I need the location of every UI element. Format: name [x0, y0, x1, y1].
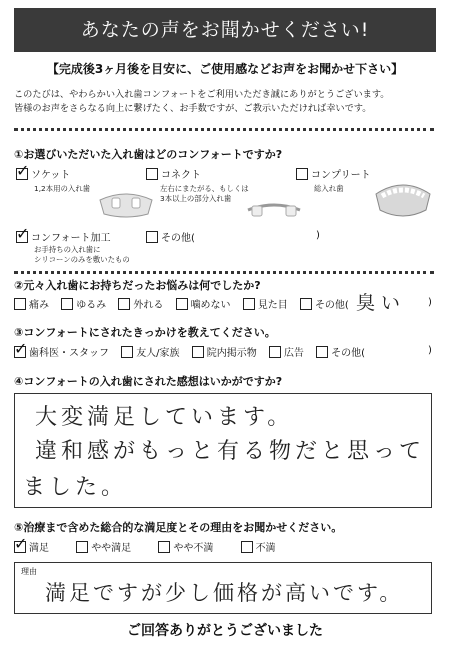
- q5-option-satisfied[interactable]: [14, 539, 49, 554]
- q2-option-looseness[interactable]: [61, 296, 106, 311]
- q5-option-somewhat-dissatisfied[interactable]: [158, 539, 213, 554]
- checkbox-advertisement[interactable]: [269, 346, 281, 358]
- q3-options: [14, 344, 374, 359]
- q3-option-dental-staff[interactable]: [14, 344, 109, 359]
- intro-line-1: このたびは、やわらかい入れ歯コンフォートをご利用いただき誠にありがとうございます。: [14, 89, 390, 100]
- q2-option-looseness-label: ゆるみ: [76, 300, 107, 311]
- intro-text: [14, 88, 440, 116]
- thank-you-footer: ご回答ありがとうございました: [127, 623, 323, 639]
- q1-option-comfort-processing-note-2: シリコーンのみを敷いたもの: [34, 255, 130, 264]
- q1-option-complete-note: 総入れ歯: [314, 184, 344, 193]
- checkbox-dental-staff[interactable]: [14, 346, 26, 358]
- q1-option-other-label: その他(: [161, 233, 195, 244]
- q5-reason-label: 理由: [21, 567, 37, 576]
- q2-option-falls-out-label: 外れる: [133, 300, 164, 311]
- checkbox-complete[interactable]: [296, 168, 308, 180]
- socket-denture-illustration: [96, 190, 156, 220]
- q4-answer-line-2: 違和感がもっと有る物だと思って: [35, 439, 426, 464]
- q1-option-socket-label: ソケット: [31, 170, 71, 181]
- q5-option-dissatisfied-label: 不満: [255, 543, 276, 554]
- checkbox-socket[interactable]: [16, 168, 28, 180]
- q2-options: [14, 296, 358, 311]
- q4-answer-line-1: 大変満足しています。: [35, 405, 294, 430]
- q1-option-connect-label: コネクト: [161, 170, 201, 181]
- q2-option-pain[interactable]: [14, 296, 49, 311]
- q1-heading: ①お選びいただいた入れ歯はどのコンフォートですか?: [14, 148, 283, 161]
- checkbox-looseness[interactable]: [61, 298, 73, 310]
- checkbox-friend-family[interactable]: [121, 346, 133, 358]
- q2-option-other[interactable]: [300, 296, 349, 311]
- q1-option-comfort-processing-note-1: お手持ちの入れ歯に: [34, 245, 101, 254]
- checkbox-cannot-chew[interactable]: [176, 298, 188, 310]
- q5-reason-box[interactable]: [14, 562, 432, 614]
- q2-other-handwritten: 臭い: [356, 292, 407, 314]
- q1-option-other[interactable]: [146, 229, 195, 244]
- intro-line-2: 皆様のお声をさらなる向上に繋げたく、お手数ですが、ご教示いただければ幸いです。: [14, 103, 372, 114]
- page-subtitle: 【完成後3ヶ月後を目安に、ご使用感などお声をお聞かせ下さい】: [46, 62, 404, 76]
- q1-option-connect-note: [160, 184, 249, 204]
- q4-answer-box[interactable]: [14, 393, 432, 508]
- checkbox-q2-other[interactable]: [300, 298, 312, 310]
- dotted-divider: [14, 271, 434, 274]
- q5-option-satisfied-label: 満足: [29, 543, 49, 554]
- q5-option-somewhat-satisfied-label: やや満足: [91, 543, 132, 554]
- q5-option-somewhat-dissatisfied-label: やや不満: [173, 543, 214, 554]
- q2-option-cannot-chew-label: 噛めない: [190, 300, 231, 311]
- q1-option-comfort-processing[interactable]: [16, 229, 111, 244]
- q5-option-dissatisfied[interactable]: [241, 539, 276, 554]
- q2-option-cannot-chew[interactable]: [176, 296, 231, 311]
- q1-option-socket[interactable]: [16, 166, 70, 181]
- q3-option-other-label: その他(: [331, 348, 366, 359]
- q2-option-falls-out[interactable]: [118, 296, 163, 311]
- q5-options: [14, 539, 285, 554]
- checkbox-comfort-processing[interactable]: [16, 231, 28, 243]
- checkbox-somewhat-satisfied[interactable]: [76, 541, 88, 553]
- q2-heading: ②元々入れ歯にお持ちだったお悩みは何でしたか?: [14, 279, 261, 292]
- q4-heading: ④コンフォートの入れ歯にされた感想はいかがですか?: [14, 375, 283, 388]
- q2-option-pain-label: 痛み: [29, 300, 49, 311]
- q3-heading: ③コンフォートにされたきっかけを教えてください。: [14, 326, 276, 339]
- q3-option-friend-family[interactable]: [121, 344, 179, 359]
- q3-option-friend-family-label: 友人/家族: [136, 348, 180, 359]
- q3-option-advertisement-label: 広告: [283, 348, 304, 359]
- checkbox-satisfied[interactable]: [14, 541, 26, 553]
- page-title: あなたの声をお聞かせください!: [14, 8, 436, 52]
- checkbox-dissatisfied[interactable]: [241, 541, 253, 553]
- q1-option-comfort-processing-label: コンフォート加工: [31, 233, 111, 244]
- checkbox-connect[interactable]: [146, 168, 158, 180]
- q3-option-dental-staff-label: 歯科医・スタッフ: [29, 348, 109, 359]
- checkbox-pain[interactable]: [14, 298, 26, 310]
- q3-other-close: ): [428, 345, 432, 356]
- checkbox-somewhat-dissatisfied[interactable]: [158, 541, 170, 553]
- q3-option-advertisement[interactable]: [269, 344, 304, 359]
- q2-option-appearance[interactable]: [243, 296, 288, 311]
- q1-option-comfort-processing-note: [34, 245, 130, 265]
- q3-option-clinic-poster-label: 院内掲示物: [206, 348, 257, 359]
- q2-other-close: ): [428, 297, 432, 308]
- q5-heading: ⑤治療まで含めた総合的な満足度とその理由をお聞かせください。: [14, 521, 343, 534]
- q3-option-other[interactable]: [316, 344, 365, 359]
- dotted-divider: [14, 128, 434, 131]
- q1-option-complete-label: コンプリート: [311, 170, 371, 181]
- q4-answer-line-3: ました。: [23, 475, 128, 500]
- q2-option-other-label: その他(: [314, 300, 349, 311]
- connect-denture-illustration: [244, 198, 304, 222]
- checkbox-q1-other[interactable]: [146, 231, 158, 243]
- checkbox-clinic-poster[interactable]: [192, 346, 204, 358]
- q2-option-appearance-label: 見た目: [257, 300, 288, 311]
- q1-option-connect-note-2: 3本以上の部分入れ歯: [160, 194, 232, 203]
- q1-option-socket-note: 1,2本用の入れ歯: [34, 184, 91, 193]
- q1-option-other-close: ): [316, 230, 320, 241]
- q1-option-complete[interactable]: [296, 166, 371, 181]
- complete-denture-illustration: [372, 180, 434, 220]
- checkbox-q3-other[interactable]: [316, 346, 328, 358]
- q5-reason-handwritten: 満足ですが少し価格が高いです。: [45, 581, 404, 605]
- checkbox-appearance[interactable]: [243, 298, 255, 310]
- q1-option-connect[interactable]: [146, 166, 201, 181]
- q5-option-somewhat-satisfied[interactable]: [76, 539, 131, 554]
- q3-option-clinic-poster[interactable]: [192, 344, 257, 359]
- checkbox-falls-out[interactable]: [118, 298, 130, 310]
- q1-option-connect-note-1: 左右にまたがる、もしくは: [160, 184, 249, 193]
